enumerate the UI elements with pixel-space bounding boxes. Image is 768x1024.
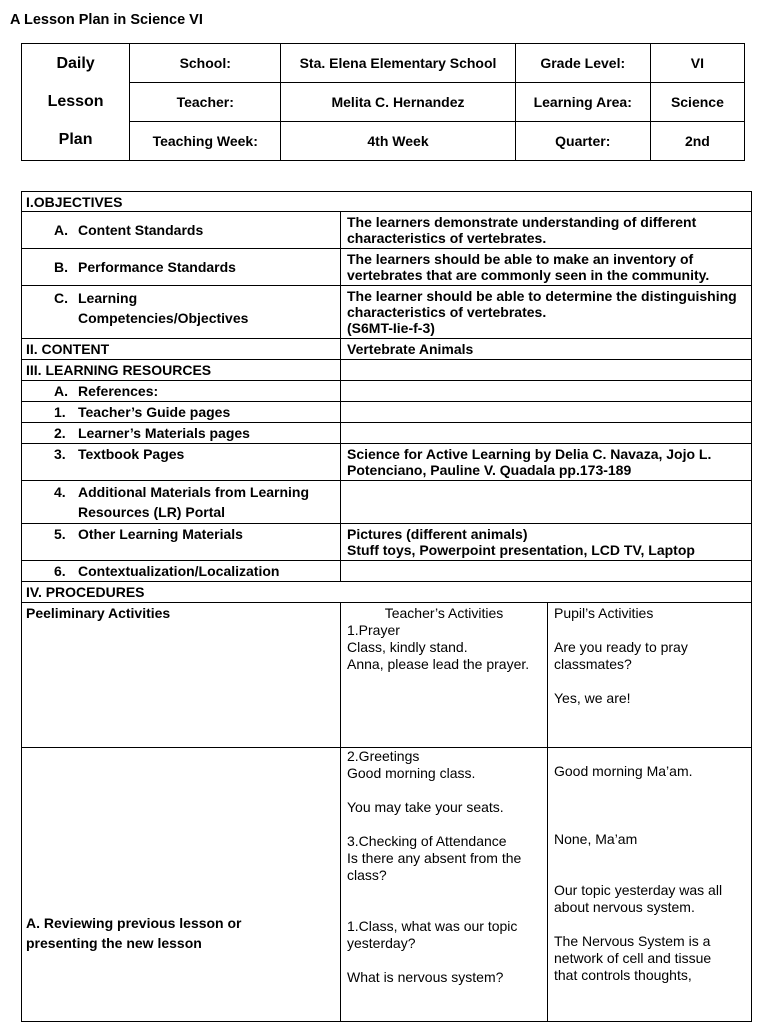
area-label: Learning Area:: [515, 83, 650, 122]
spacer: [554, 814, 745, 831]
activity-line: You may take your seats.: [347, 799, 504, 815]
item-label: Textbook Pages: [78, 446, 185, 462]
activity-line: 1.Prayer: [347, 622, 400, 638]
item-marker: 2.: [54, 425, 66, 441]
teacher-label: Teacher:: [130, 83, 281, 122]
activity-line: Is there any absent from the class?: [347, 850, 522, 883]
area-value: Science: [650, 83, 744, 122]
procedures-title: IV. PROCEDURES: [22, 582, 752, 603]
learners-materials-label: [22, 423, 341, 444]
item-label: Performance Standards: [78, 259, 236, 275]
activity-line: Good morning Ma’am.: [554, 763, 693, 779]
item-label: Content Standards: [78, 222, 204, 238]
daily-lesson-plan-label: [22, 44, 130, 161]
school-label: School:: [130, 44, 281, 83]
quarter-value: 2nd: [650, 122, 744, 161]
spacer: [347, 952, 541, 969]
quarter-label: Quarter:: [515, 122, 650, 161]
preliminary-activities-label: Peeliminary Activities: [22, 603, 341, 748]
other-materials-text: [341, 524, 752, 561]
item-label: References:: [78, 383, 159, 399]
teacher-value: Melita C. Hernandez: [281, 83, 515, 122]
activity-line: Yes, we are!: [554, 690, 631, 706]
textbook-pages-text: Science for Active Learning by Delia C. Navaza, Jojo L. Potenciano, Pauline V. Quadala pp.173-189: [341, 444, 752, 481]
competencies-label: [22, 286, 341, 339]
grade-label: Grade Level:: [515, 44, 650, 83]
content-title: II. CONTENT: [22, 339, 341, 360]
references-label: [22, 381, 341, 402]
content-standards-label: [22, 212, 341, 249]
textbook-pages-label: [22, 444, 341, 481]
empty-cell: [341, 402, 752, 423]
performance-standards-label: [22, 249, 341, 286]
item-marker: 6.: [54, 563, 66, 579]
activity-line: Our topic yesterday was all about nervous system.: [554, 882, 723, 915]
item-label: Contextualization/Localization: [78, 563, 280, 579]
additional-materials-label: [22, 481, 341, 524]
week-value: 4th Week: [281, 122, 515, 161]
spacer: [347, 901, 541, 918]
lesson-plan-table: [21, 191, 752, 1022]
pupil-activities-prayer: [548, 603, 752, 748]
spacer: [554, 865, 745, 882]
school-value: Sta. Elena Elementary School: [281, 44, 515, 83]
spacer: [347, 884, 541, 901]
grade-value: VI: [650, 44, 744, 83]
empty-cell: [341, 561, 752, 582]
competencies-text: [341, 286, 752, 339]
reviewing-lesson-label: [22, 748, 341, 1022]
performance-standards-text: The learners should be able to make an inventory of vertebrates that are commonly seen in the community.: [341, 249, 752, 286]
spacer: [347, 782, 541, 799]
pupil-activities-header: Pupil’s Activities: [554, 605, 654, 621]
activity-line: Good morning class.: [347, 765, 476, 781]
competency-code: (S6MT-Iie-f-3): [347, 320, 435, 336]
materials-line: Stuff toys, Powerpoint presentation, LCD TV, Laptop: [347, 542, 695, 558]
item-marker: A.: [54, 222, 68, 238]
activity-line: Are you ready to pray classmates?: [554, 639, 688, 672]
item-marker: A.: [54, 383, 68, 399]
dlp-word: Plan: [58, 131, 93, 148]
teacher-activities-prayer: [341, 603, 548, 748]
document-title: A Lesson Plan in Science VI: [10, 12, 203, 28]
week-label: Teaching Week:: [130, 122, 281, 161]
spacer: [554, 673, 745, 690]
content-text: Vertebrate Animals: [341, 339, 752, 360]
activity-line: What is nervous system?: [347, 969, 504, 985]
empty-cell: [341, 423, 752, 444]
spacer: [554, 797, 745, 814]
activity-line: Anna, please lead the prayer.: [347, 656, 530, 672]
item-label: Additional Materials from Learning Resources (LR) Portal: [78, 484, 310, 520]
activity-line: 1.Class, what was our topic yesterday?: [347, 918, 518, 951]
item-marker: 1.: [54, 404, 66, 420]
teacher-activities-review: [341, 748, 548, 1022]
content-standards-text: The learners demonstrate understanding of different characteristics of vertebrates.: [341, 212, 752, 249]
other-materials-label: [22, 524, 341, 561]
reviewing-lesson-text: A. Reviewing previous lesson or presenting the new lesson: [26, 915, 242, 951]
activity-line: The Nervous System is a network of cell and tissue that controls thoughts,: [554, 933, 712, 983]
item-label: Learner’s Materials pages: [78, 425, 250, 441]
activity-line: 2.Greetings: [347, 748, 420, 764]
activity-line: None, Ma’am: [554, 831, 638, 847]
activity-line: 3.Checking of Attendance: [347, 833, 507, 849]
dlp-word: Lesson: [47, 93, 104, 110]
item-label: Other Learning Materials: [78, 526, 243, 542]
item-marker: 5.: [54, 526, 66, 542]
pupil-activities-review: [548, 748, 752, 1022]
competencies-desc: The learner should be able to determine the distinguishing characteristics of vertebrates.: [347, 288, 737, 320]
materials-line: Pictures (different animals): [347, 526, 528, 542]
empty-cell: [341, 360, 752, 381]
spacer: [554, 780, 745, 797]
teachers-guide-label: [22, 402, 341, 423]
spacer: [554, 848, 745, 865]
spacer: [347, 816, 541, 833]
teacher-activities-header: Teacher’s Activities: [384, 605, 504, 621]
spacer: [554, 622, 745, 639]
contextualization-label: [22, 561, 341, 582]
dlp-word: Daily: [56, 55, 95, 72]
item-marker: C.: [54, 290, 68, 306]
item-marker: 4.: [54, 484, 66, 500]
activity-line: Class, kindly stand.: [347, 639, 468, 655]
empty-cell: [341, 381, 752, 402]
spacer: [554, 916, 745, 933]
empty-cell: [341, 481, 752, 524]
resources-title: III. LEARNING RESOURCES: [22, 360, 341, 381]
item-marker: B.: [54, 259, 68, 275]
item-marker: 3.: [54, 446, 66, 462]
item-label: Teacher’s Guide pages: [78, 404, 231, 420]
item-label: Learning Competencies/Objectives: [78, 290, 249, 326]
header-table: [21, 43, 745, 161]
objectives-title: I.OBJECTIVES: [22, 192, 752, 212]
